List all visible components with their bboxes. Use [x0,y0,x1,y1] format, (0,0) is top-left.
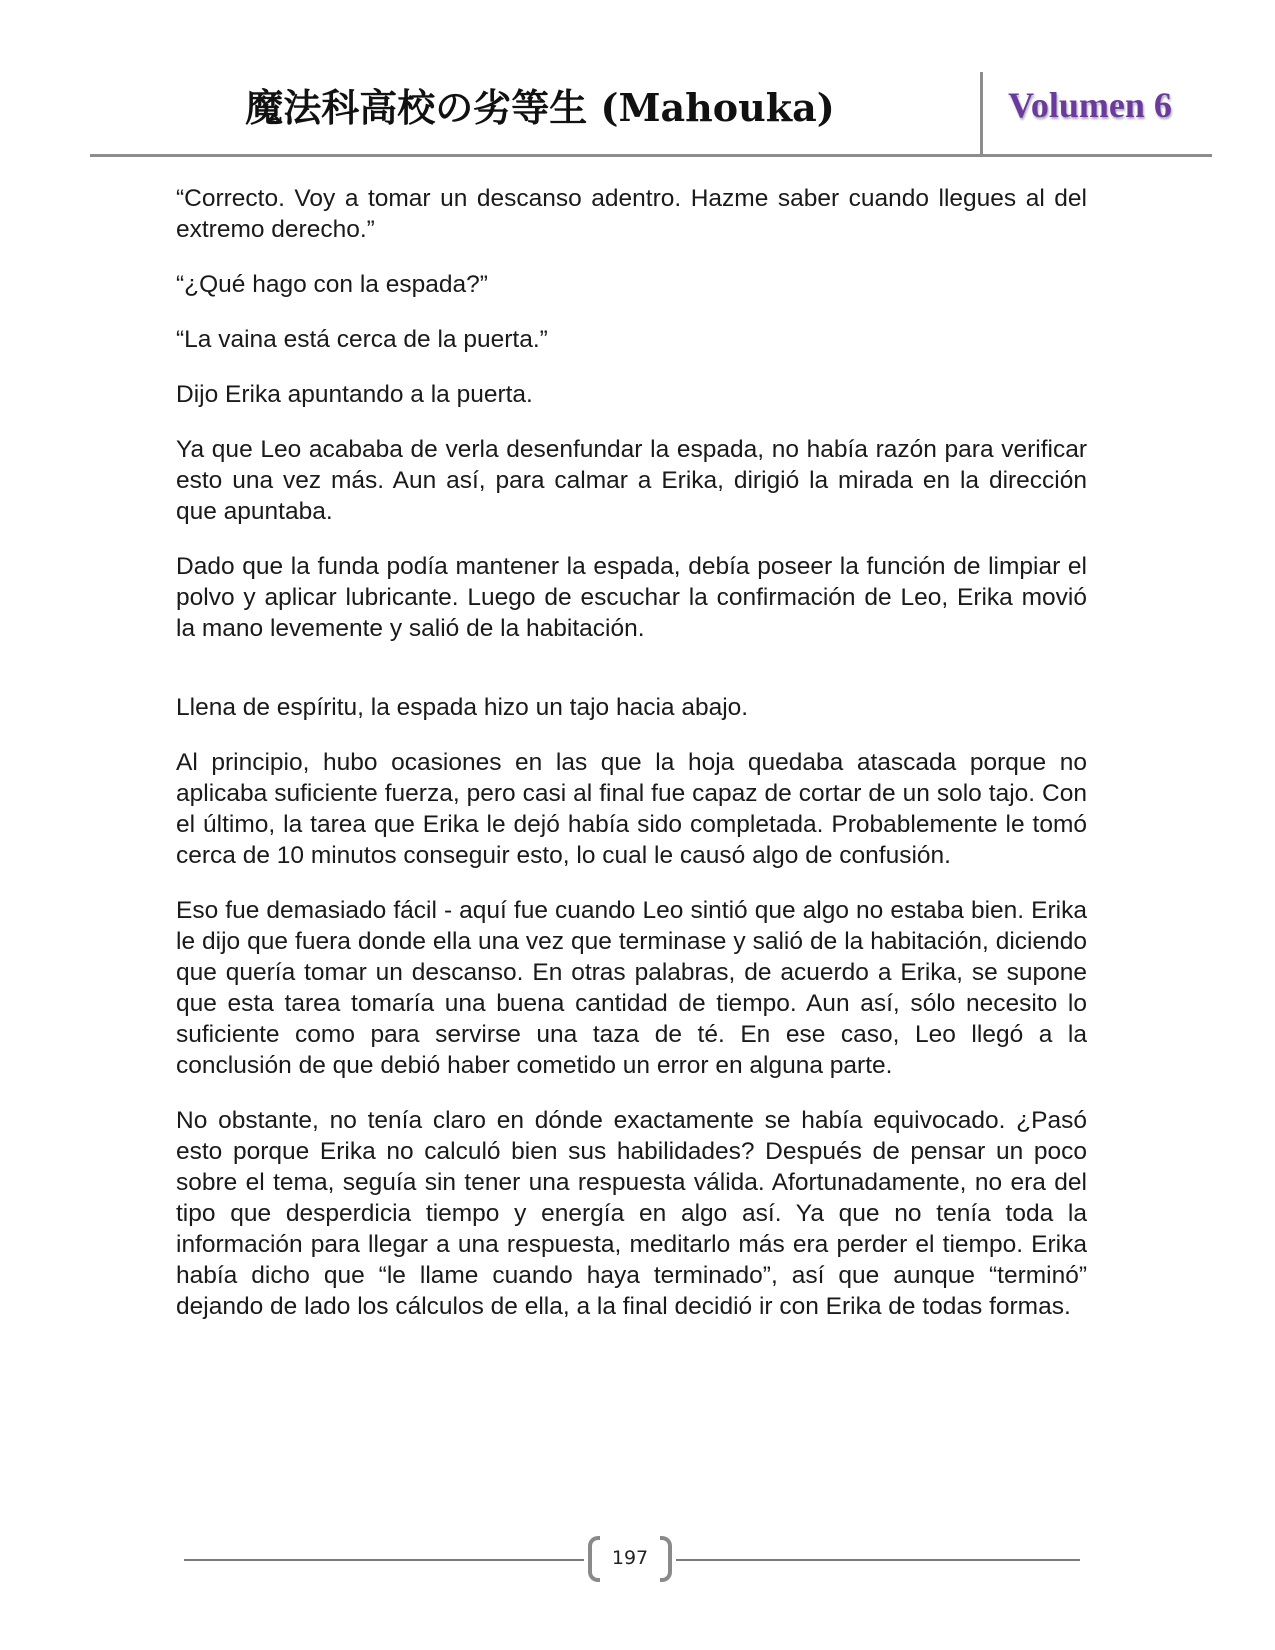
header-rule [90,154,1212,157]
paragraph: Dijo Erika apuntando a la puerta. [176,381,533,408]
paragraph: “¿Qué hago con la espada?” [176,271,488,298]
right-bracket-icon [660,1536,672,1582]
page-footer [0,1530,1275,1590]
paragraph: Dado que la funda podía mantener la espada, debía poseer la función de limpiar el polvo y aplicar lubricante. Luego de escuchar la confirmación de Leo, Erika movió la mano levemente y salió de la habitación. [176,553,1087,642]
paragraph: “Correcto. Voy a tomar un descanso adentro. Hazme saber cuando llegues al del extremo derecho.” [176,185,1087,243]
footer-rule-right [676,1559,1080,1561]
page-number: 197 [611,1547,649,1569]
body-text [176,183,1087,1346]
footer-rule-left [184,1559,584,1561]
header-vertical-divider [980,72,983,156]
paragraph: Al principio, hubo ocasiones en las que la hoja quedaba atascada porque no aplicaba suficiente fuerza, pero casi al final fue capaz de cortar de un solo tajo. Con el último, la tarea que Erika le dejó había sido completada. Probablemente le tomó cerca de 10 minutos conseguir esto, lo cual le causó algo de confusión. [176,749,1087,869]
paragraph: “La vaina está cerca de la puerta.” [176,326,548,353]
series-title: 魔法科高校の劣等生 (Mahouka) [245,85,835,130]
paragraph: Ya que Leo acababa de verla desenfundar la espada, no había razón para verificar esto una vez más. Aun así, para calmar a Erika, dirigió la mirada en la dirección que apuntaba. [176,436,1087,525]
page-number-frame [588,1536,672,1582]
paragraph: No obstante, no tenía claro en dónde exactamente se había equivocado. ¿Pasó esto porque Erika no calculó bien sus habilidades? Después de pensar un poco sobre el tema, seguía sin tener una respuesta válida. Afortunadamente, no era del tipo que desperdicia tiempo y energía en algo así. Ya que no tenía toda la información para llegar a una respuesta, meditarlo más era perder el tiempo. Erika había dicho que “le llame cuando haya terminado”, así que aunque “terminó” dejando de lado los cálculos de ella, a la final decidió ir con Erika de todas formas. [176,1107,1087,1320]
page-header [0,0,1275,160]
paragraph: Eso fue demasiado fácil - aquí fue cuando Leo sintió que algo no estaba bien. Erika le dijo que fuera donde ella una vez que terminase y salió de la habitación, diciendo que quería tomar un descanso. En otras palabras, de acuerdo a Erika, se supone que esta tarea tomaría una buena cantidad de tiempo. Aun así, sólo necesito lo suficiente como para servirse una taza de té. En ese caso, Leo llegó a la conclusión de que debió haber cometido un error en alguna parte. [176,897,1087,1079]
paragraph: Llena de espíritu, la espada hizo un tajo hacia abajo. [176,694,749,721]
volume-label: Volumen 6 [1008,85,1172,125]
